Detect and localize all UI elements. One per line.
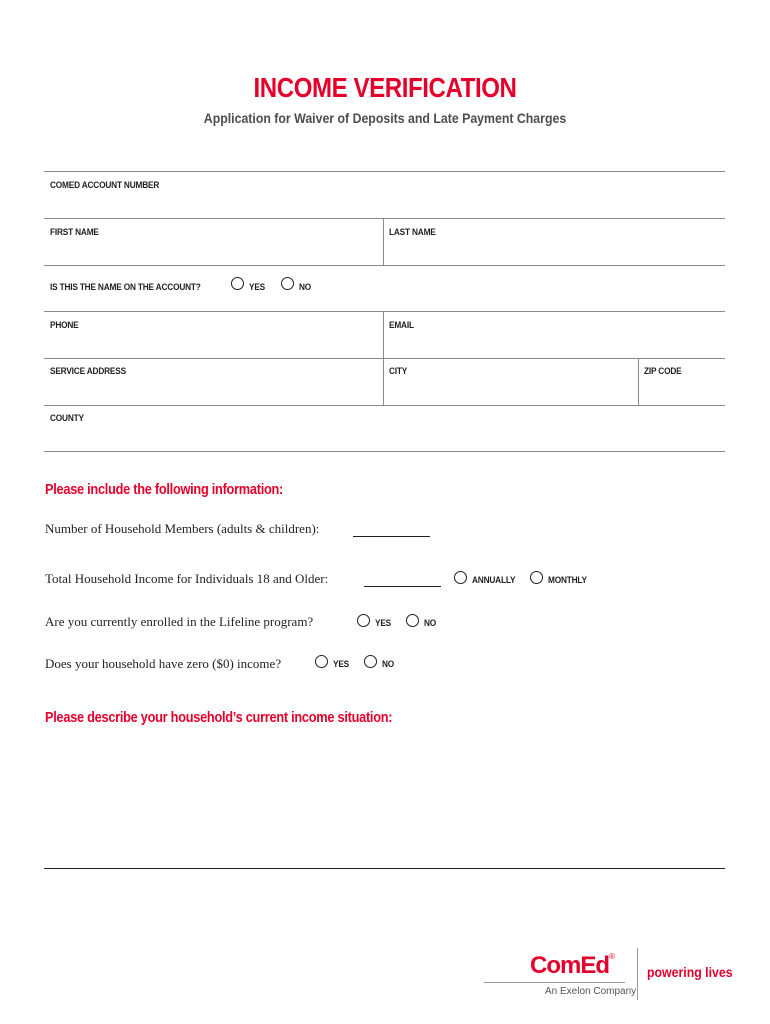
registered-mark: ® [609,952,615,961]
service-address-label: SERVICE ADDRESS [50,366,126,376]
county-label: COUNTY [50,413,84,423]
divider [44,405,725,406]
last-name-field[interactable] [384,238,724,264]
zero-income-question: Does your household have zero ($0) income? [45,656,282,671]
household-income-blank[interactable] [364,586,441,587]
name-on-account-yes-radio[interactable] [231,277,244,290]
form-subtitle: Application for Waiver of Deposits and Late Payment Charges [203,110,567,126]
phone-label: PHONE [50,320,79,330]
first-name-field[interactable] [44,238,382,264]
county-field[interactable] [44,424,725,450]
lifeline-question: Are you currently enrolled in the Lifeline program? [45,614,314,629]
radio-label-annually: ANNUALLY [472,575,516,585]
divider [44,451,725,452]
divider [44,265,725,266]
comed-logo [530,952,615,980]
name-on-account-no-radio[interactable] [281,277,294,290]
zip-code-field[interactable] [639,377,724,403]
last-name-label: LAST NAME [389,227,436,237]
logo-underline [484,982,625,983]
phone-field[interactable] [44,331,382,357]
radio-label-yes: YES [333,659,350,669]
radio-label-no: NO [299,282,312,292]
account-number-label: COMED ACCOUNT NUMBER [50,180,160,190]
lifeline-yes-radio[interactable] [357,614,370,627]
account-number-field[interactable] [44,190,725,218]
zip-code-label: ZIP CODE [644,366,682,376]
comed-logo-text: ComEd [530,952,609,979]
income-annually-radio[interactable] [454,571,467,584]
divider [44,868,725,869]
income-situation-textarea[interactable] [44,732,725,866]
city-label: CITY [389,366,408,376]
tagline: powering lives [647,964,733,980]
zero-income-no-radio[interactable] [364,655,377,668]
income-monthly-radio[interactable] [530,571,543,584]
email-label: EMAIL [389,320,414,330]
divider [44,358,725,359]
radio-label-yes: YES [249,282,266,292]
describe-section-heading: Please describe your household’s current income situation: [45,710,393,726]
city-field[interactable] [384,377,637,403]
divider [44,171,725,172]
first-name-label: FIRST NAME [50,227,99,237]
email-field[interactable] [384,331,724,357]
info-section-heading: Please include the following information: [45,482,284,498]
zero-income-yes-radio[interactable] [315,655,328,668]
name-on-account-label: IS THIS THE NAME ON THE ACCOUNT? [50,282,201,292]
household-members-question: Number of Household Members (adults & children): [45,521,320,536]
radio-label-yes: YES [375,618,392,628]
household-income-question: Total Household Income for Individuals 18 and Older: [45,571,329,586]
divider [44,218,725,219]
service-address-field[interactable] [44,377,382,403]
radio-label-no: NO [424,618,437,628]
radio-label-monthly: MONTHLY [548,575,587,585]
form-title: INCOME VERIFICATION [253,72,517,103]
lifeline-no-radio[interactable] [406,614,419,627]
household-members-blank[interactable] [353,536,430,537]
exelon-company-text: An Exelon Company [545,986,637,997]
logo-divider [637,948,638,1000]
divider [44,311,725,312]
radio-label-no: NO [382,659,395,669]
